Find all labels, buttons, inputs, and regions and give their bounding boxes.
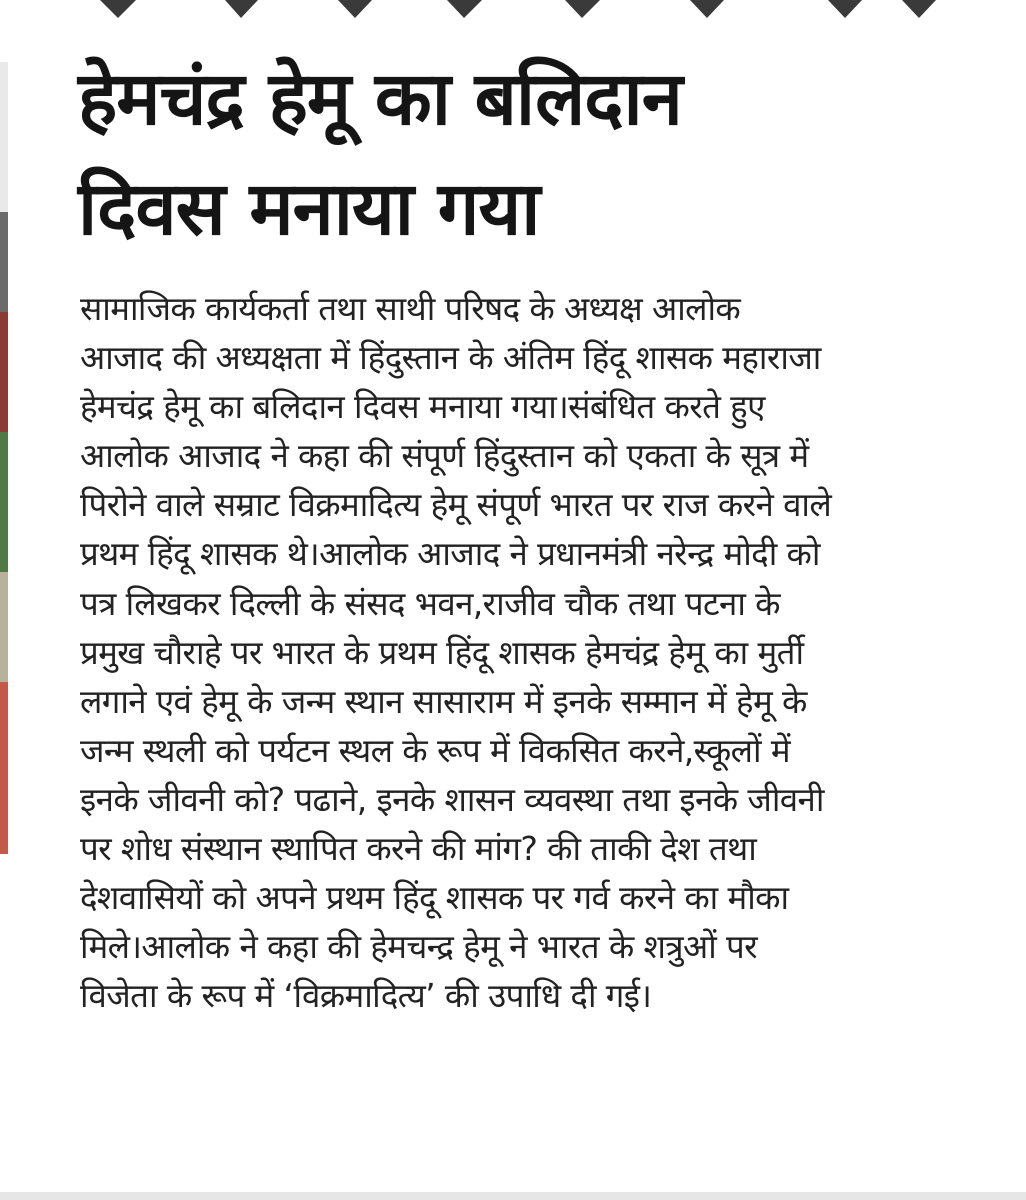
body-line: विजेता के रूप में ‘विक्रमादित्य’ की उपाधि दी गई। — [80, 976, 652, 1016]
top-edge-markers — [0, 0, 1026, 22]
body-line: प्रथम हिंदू शासक थे।आलोक आजाद ने प्रधानमंत्री नरेन्द्र मोदी को — [80, 534, 820, 574]
article-body — [80, 284, 1000, 1020]
headline-line: दिवस मनाया गया — [78, 166, 540, 252]
body-line: आलोक आजाद ने कहा की संपूर्ण हिंदुस्तान को एकता के सूत्र में — [80, 436, 809, 476]
body-line: मिले।आलोक ने कहा की हेमचन्द्र हेमू ने भारत के शत्रुओं पर — [80, 927, 757, 967]
bottom-divider — [0, 1192, 1026, 1200]
body-line: लगाने एवं हेमू के जन्म स्थान सासाराम में इनके सम्मान में हेमू के — [80, 681, 807, 721]
article-headline — [78, 44, 978, 264]
body-line: पिरोने वाले सम्राट विक्रमादित्य हेमू संपूर्ण भारत पर राज करने वाले — [80, 485, 832, 525]
body-line: देशवासियों को अपने प्रथम हिंदू शासक पर गर्व करने का मौका — [80, 878, 789, 918]
body-line: जन्म स्थली को पर्यटन स्थल के रूप में विकसित करने,स्कूलों में — [80, 730, 791, 770]
body-line: इनके जीवनी को? पढाने, इनके शासन व्यवस्था तथा इनके जीवनी — [80, 779, 824, 819]
headline-line: हेमचंद्र हेमू का बलिदान — [78, 56, 682, 142]
body-line: पत्र लिखकर दिल्ली के संसद भवन,राजीव चौक तथा पटना के — [80, 583, 780, 623]
body-line: पर शोध संस्थान स्थापित करने की मांग? की ताकी देश तथा — [80, 829, 757, 869]
body-line: सामाजिक कार्यकर्ता तथा साथी परिषद के अध्यक्ष आलोक — [80, 289, 741, 328]
body-line: प्रमुख चौराहे पर भारत के प्रथम हिंदू शासक हेमचंद्र हेमू का मुर्ती — [80, 632, 804, 672]
body-line: आजाद की अध्यक्षता में हिंदुस्तान के अंतिम हिंदू शासक महाराजा — [80, 338, 821, 378]
left-edge-photo-strip — [0, 62, 8, 854]
body-line: हेमचंद्र हेमू का बलिदान दिवस मनाया गया।संबंधित करते हुए — [80, 387, 765, 427]
edge-marker-strip-icon — [0, 0, 1026, 22]
